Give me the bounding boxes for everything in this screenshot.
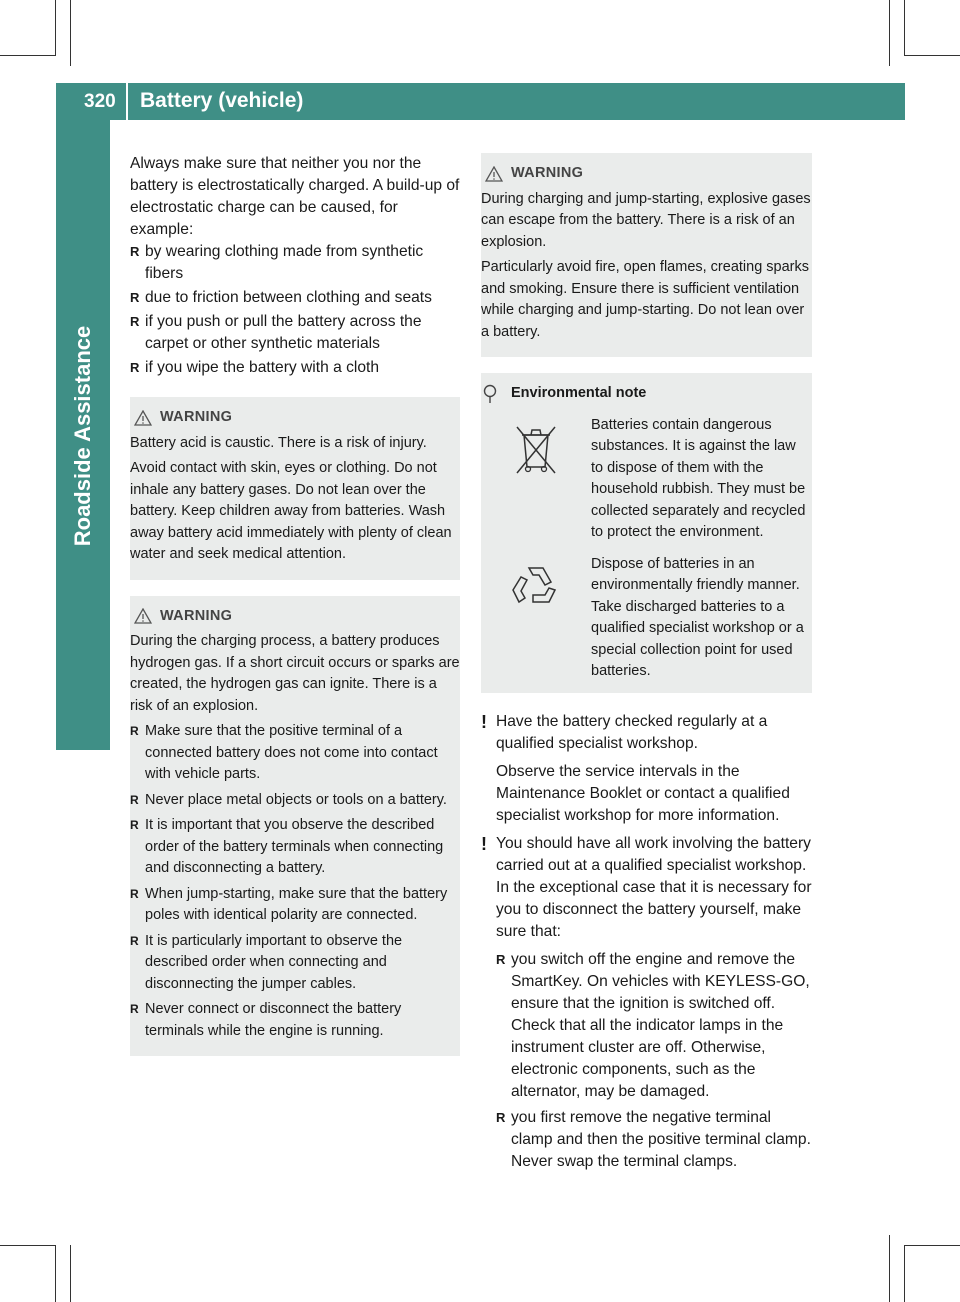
section-title: Battery (vehicle) [140, 89, 304, 112]
warning-title [130, 407, 460, 429]
crop-mark [904, 0, 905, 56]
right-column [481, 153, 812, 1177]
notice-text: Have the battery checked regularly at a qualified specialist workshop. [496, 712, 768, 752]
intro-text: Always make sure that neither you nor the battery is electrostatically charged. A build-up of electrostatic charge can be caused, for example: [130, 155, 460, 238]
environmental-note-title [481, 383, 808, 405]
bullet-icon: R [496, 951, 506, 967]
list-item [496, 949, 812, 1103]
warning-box-acid [130, 397, 460, 580]
bullet-icon: R [130, 933, 139, 948]
bullet-icon: R [130, 1002, 139, 1016]
bullet-icon: R [130, 360, 140, 375]
list-item-text: due to friction between clothing and seats [145, 289, 432, 306]
exclamation-icon: ! [481, 833, 487, 854]
warning-title-text: WARNING [160, 409, 233, 425]
warning-title-text: WARNING [511, 165, 584, 181]
warning-title [481, 163, 812, 185]
warning-triangle-icon [485, 166, 503, 182]
env-row [481, 554, 808, 683]
environmental-note-box [481, 373, 812, 693]
bullet-icon: R [130, 818, 139, 832]
env-row [481, 415, 808, 544]
list-item-text: you switch off the engine and remove the SmartKey. On vehicles with KEYLESS-GO, ensure that the ignition is switched off. Check that all the indicator lamps in the instrument cluster are off. Otherwise, electronic components, such as the alternator, may be damaged. [511, 950, 810, 1100]
recycle-icon [481, 554, 591, 683]
list-item [130, 999, 460, 1042]
list-item [130, 884, 460, 927]
bullet-icon: R [130, 290, 140, 305]
list-item-text: if you push or pull the battery across the carpet or other synthetic materials [145, 313, 422, 352]
bullet-icon: R [496, 1109, 506, 1125]
warning-text: Avoid contact with skin, eyes or clothing. Do not inhale any battery gases. Do not lean over the battery. Keep children away from batteries. Wash away battery acid immediately with plenty of clean water and seek medical attention. [130, 460, 452, 562]
warning-text: During charging and jump-starting, explosive gases can escape from the battery. There is a risk of an explosion. [481, 190, 811, 250]
list-item-text: When jump-starting, make sure that the battery poles with identical polarity are connected. [145, 885, 448, 923]
crop-mark [904, 1245, 960, 1246]
warning-title [130, 606, 460, 628]
crop-mark [904, 1245, 905, 1302]
crop-mark [55, 0, 56, 56]
list-item-text: you first remove the negative terminal clamp and then the positive terminal clamp. Never swap the terminal clamps. [511, 1108, 811, 1170]
list-item-text: It is important that you observe the described order of the battery terminals when connecting and disconnecting a battery. [145, 817, 444, 876]
environmental-note-title-text: Environmental note [511, 385, 647, 401]
crop-mark [889, 0, 890, 66]
warning-triangle-icon [134, 410, 152, 426]
list-item [130, 721, 460, 786]
warning-box-hydrogen [130, 596, 460, 1057]
crop-mark [0, 55, 56, 56]
notice-text: You should have all work involving the battery carried out at a qualified specialist workshop. In the exceptional case that it is necessary for you to disconnect the battery yourself, make sure that: [496, 834, 812, 940]
env-text: Batteries contain dangerous substances. It is against the law to dispose of them with the household rubbish. They must be collected separately and recycled to protect the environment. [591, 416, 806, 540]
list-item [496, 1107, 812, 1173]
list-item-text: Never place metal objects or tools on a battery. [145, 791, 447, 808]
list-item-text: Make sure that the positive terminal of a connected battery does not come into contact with vehicle parts. [145, 723, 438, 782]
exclamation-icon: ! [481, 711, 487, 732]
list-item-text: if you wipe the battery with a cloth [145, 359, 380, 376]
left-column [130, 153, 460, 1056]
notice-text: Observe the service intervals in the Maintenance Booklet or contact a qualified specialist workshop for more information. [496, 762, 790, 824]
header-divider [126, 83, 128, 120]
warning-text: During the charging process, a battery produces hydrogen gas. If a short circuit occurs or sparks are created, the hydrogen gas can ignite. There is a risk of an explosion. [130, 633, 460, 714]
bullet-icon: R [130, 886, 139, 901]
electrostatic-list [130, 241, 460, 379]
warning-triangle-icon [134, 608, 152, 624]
warning-title-text: WARNING [160, 607, 233, 624]
side-tab-text: Roadside Assistance [70, 325, 95, 547]
bullet-icon: R [130, 724, 139, 738]
env-text: Dispose of batteries in an environmentally friendly manner. Take discharged batteries to a qualified specialist workshop or a special collection point for used batteries. [591, 555, 804, 679]
list-item [130, 311, 460, 355]
lightbulb-icon [481, 384, 499, 404]
list-item-text: by wearing clothing made from synthetic fibers [145, 243, 424, 282]
page-number: 320 [84, 91, 116, 112]
list-item-text: It is particularly important to observe the described order when connecting and disconnecting the jumper cables. [145, 932, 403, 992]
bullet-icon: R [130, 244, 140, 259]
crop-mark [904, 55, 960, 56]
warning-list [130, 721, 460, 1042]
list-item [130, 931, 460, 996]
list-item [130, 287, 460, 309]
crop-mark [70, 0, 71, 66]
bullet-icon: R [130, 792, 139, 807]
notice-check-battery [481, 711, 812, 827]
crop-mark [70, 1245, 71, 1302]
bullet-icon: R [130, 314, 140, 329]
warning-text: Battery acid is caustic. There is a risk of injury. [130, 434, 427, 451]
crop-mark [55, 1245, 56, 1302]
warning-box-explosive [481, 153, 812, 357]
list-item [130, 241, 460, 285]
list-item [130, 815, 460, 880]
list-item [130, 790, 460, 812]
notice-disconnect-battery [481, 833, 812, 1173]
notice-list [496, 949, 812, 1173]
crop-mark [889, 1235, 890, 1302]
warning-text: Particularly avoid fire, open flames, creating sparks and smoking. Ensure there is sufficient ventilation while charging and jump-starting. Do not lean over a battery. [481, 259, 810, 340]
list-item-text: Never connect or disconnect the battery terminals while the engine is running. [145, 1001, 402, 1039]
crop-mark [0, 1245, 56, 1246]
crossed-out-bin-icon [481, 415, 591, 544]
list-item [130, 357, 460, 379]
